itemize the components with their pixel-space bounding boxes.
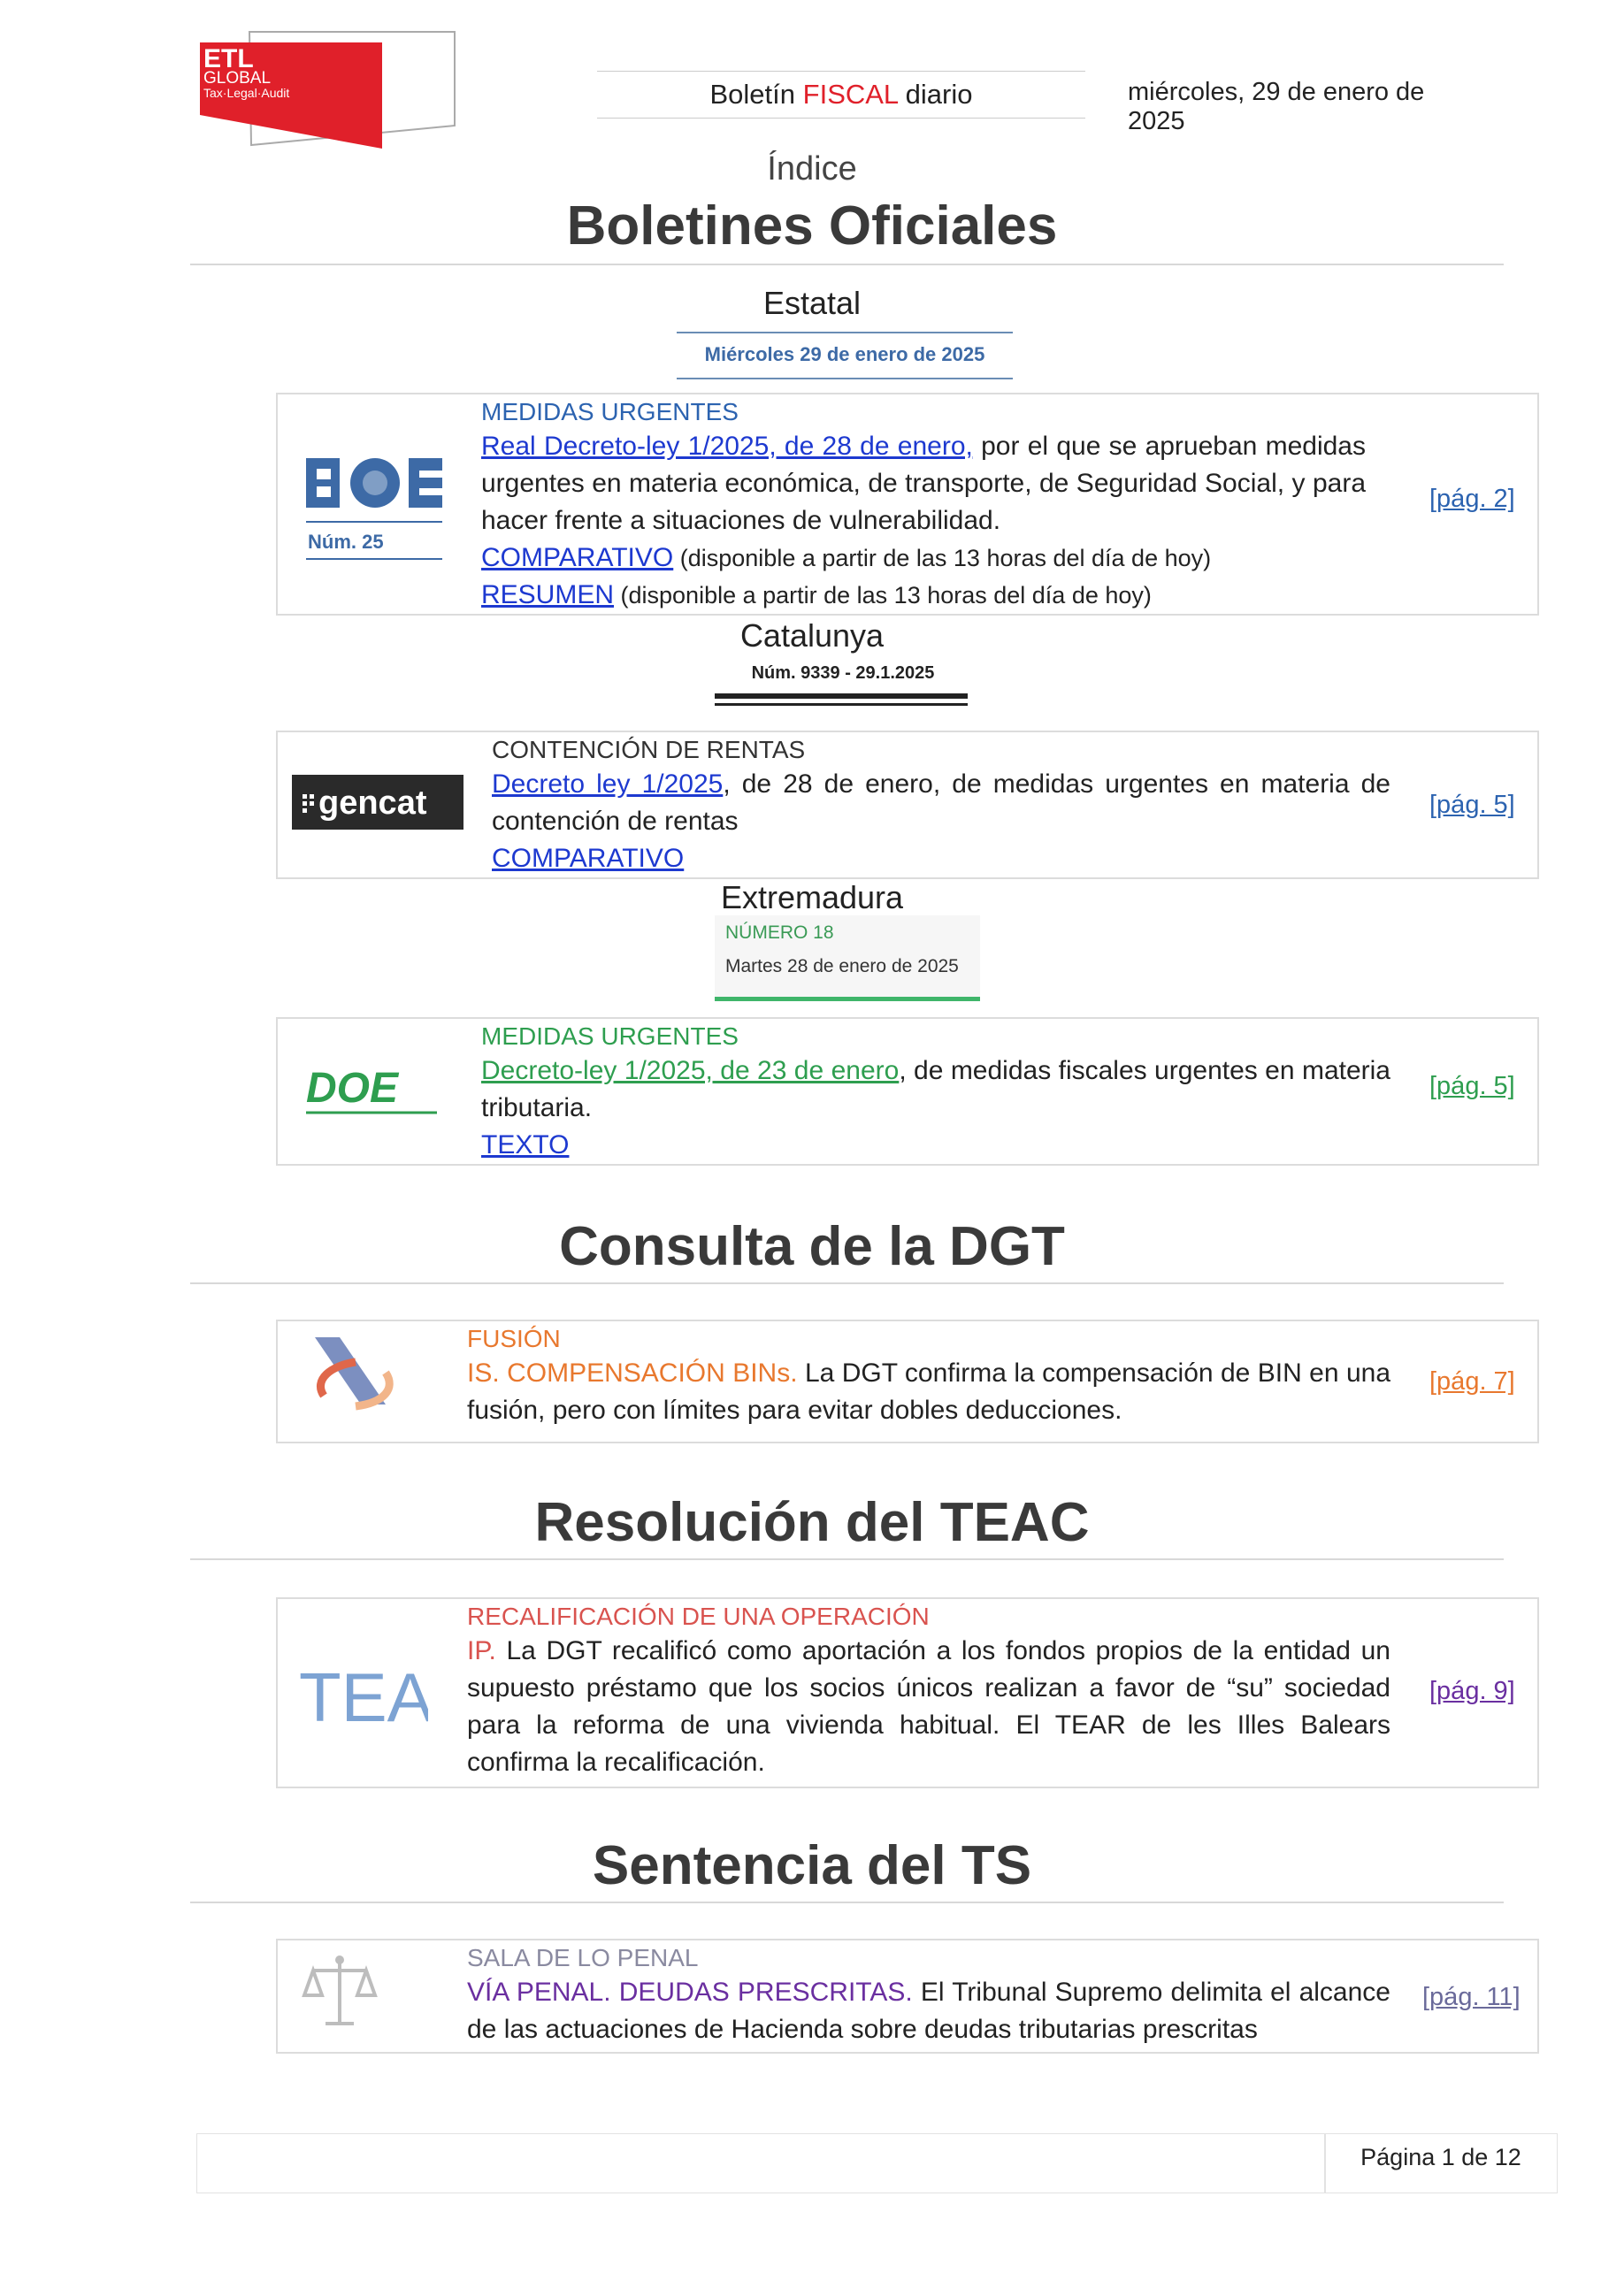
title-fiscal: FISCAL bbox=[802, 79, 899, 110]
doe-card bbox=[276, 1017, 1539, 1166]
ts-page-link[interactable]: [pág. 11] bbox=[1422, 1983, 1521, 2011]
title-pre: Boletín bbox=[709, 79, 796, 110]
badge-bar-thin bbox=[715, 703, 968, 706]
dogc-page-link[interactable]: [pág. 5] bbox=[1429, 791, 1515, 819]
teac-text: La DGT recalificó como aportación a los fondos propios de la entidad un supuesto préstamo que los socios únicos realizan a favor de “su” sociedad para la reforma de una vivienda habitual. El TEAR de les Illes Balears confirma la recalificación. bbox=[467, 1636, 1390, 1777]
dogc-summary bbox=[492, 766, 1390, 840]
section-dgt-title: Consulta de la DGT bbox=[559, 1216, 1065, 1277]
boe-page-link[interactable]: [pág. 2] bbox=[1429, 485, 1515, 513]
doe-wordmark: DOE bbox=[306, 1065, 399, 1112]
doe-text: , de medidas fiscales urgentes en materia tributaria. bbox=[481, 1056, 1390, 1122]
section-boletines-title: Boletines Oficiales bbox=[566, 195, 1058, 256]
etl-global-logo bbox=[196, 28, 462, 152]
badge-bar bbox=[715, 693, 968, 699]
dgt-category: FUSIÓN bbox=[467, 1325, 561, 1352]
doe-decree-link[interactable]: Decreto-ley 1/2025, de 23 de enero bbox=[481, 1056, 900, 1085]
doe-category: MEDIDAS URGENTES bbox=[481, 1022, 739, 1050]
scales-of-justice-icon bbox=[295, 1948, 384, 2036]
ts-summary bbox=[467, 1974, 1390, 2048]
dogc-text: , de 28 de enero, de medidas urgentes en materia de contención de rentas bbox=[492, 769, 1390, 836]
teac-lead: IP. bbox=[467, 1636, 496, 1665]
gencat-logo bbox=[292, 775, 463, 830]
divider bbox=[190, 264, 1504, 265]
doe-number-badge bbox=[715, 915, 980, 1001]
doe-texto-link[interactable]: TEXTO bbox=[481, 1130, 570, 1159]
catalunya-heading: Catalunya bbox=[739, 617, 885, 654]
boe-logo bbox=[304, 449, 446, 573]
teac-summary bbox=[467, 1633, 1390, 1781]
dogc-number-badge: Núm. 9339 - 29.1.2025 bbox=[751, 663, 935, 683]
doe-summary bbox=[481, 1052, 1390, 1127]
divider bbox=[190, 1902, 1504, 1903]
issue-date: miércoles, 29 de enero de 2025 bbox=[1128, 78, 1425, 135]
boe-comparativo-link[interactable]: COMPARATIVO bbox=[481, 543, 674, 572]
dogc-decree-link[interactable]: Decreto ley 1/2025 bbox=[492, 769, 724, 799]
boe-text: por el que se aprueban medidas urgentes en materia económica, de transporte, de Seguridad Social, y para hacer frente a situaciones de vulnerabilidad. bbox=[481, 432, 1366, 535]
extremadura-heading: Extremadura bbox=[720, 879, 904, 915]
dogc-card bbox=[276, 731, 1539, 879]
newsletter-title bbox=[597, 71, 1085, 119]
doe-number: NÚMERO 18 bbox=[725, 922, 834, 943]
index-heading: Índice bbox=[767, 150, 857, 188]
aeat-logo bbox=[304, 1327, 410, 1415]
teac-page-link[interactable]: [pág. 9] bbox=[1429, 1677, 1515, 1705]
section-ts-title: Sentencia del TS bbox=[592, 1835, 1032, 1896]
divider bbox=[190, 1282, 1504, 1284]
title-post: diario bbox=[905, 79, 973, 110]
logo-brand: ETL bbox=[203, 44, 254, 73]
dgt-card bbox=[276, 1320, 1539, 1443]
doe-logo bbox=[304, 1065, 446, 1118]
logo-name: GLOBAL bbox=[203, 69, 272, 88]
tea-logo bbox=[295, 1656, 428, 1735]
divider bbox=[190, 1558, 1504, 1560]
logo-tag: Tax·Legal·Audit bbox=[203, 86, 290, 100]
teac-category: RECALIFICACIÓN DE UNA OPERACIÓN bbox=[467, 1603, 930, 1630]
boe-num: Núm. 25 bbox=[308, 531, 384, 553]
doe-date: Martes 28 de enero de 2025 bbox=[725, 956, 959, 976]
boe-note-2: (disponible a partir de las 13 horas del día de hoy) bbox=[614, 582, 1152, 608]
gencat-wordmark: gencat bbox=[318, 784, 427, 822]
boe-category: MEDIDAS URGENTES bbox=[481, 398, 739, 425]
ts-category: SALA DE LO PENAL bbox=[467, 1944, 699, 1971]
ts-text: El Tribunal Supremo delimita el alcance de las actuaciones de Hacienda sobre deudas tributarias prescritas bbox=[467, 1978, 1390, 2044]
teac-card bbox=[276, 1597, 1539, 1788]
ts-lead: VÍA PENAL. DEUDAS PRESCRITAS. bbox=[467, 1978, 913, 2007]
dgt-page-link[interactable]: [pág. 7] bbox=[1429, 1367, 1515, 1396]
boe-note-1: (disponible a partir de las 13 horas del día de hoy) bbox=[673, 545, 1212, 571]
section-teac-title: Resolución del TEAC bbox=[534, 1492, 1090, 1553]
dogc-comparativo-link[interactable]: COMPARATIVO bbox=[492, 844, 685, 873]
dgt-summary bbox=[467, 1355, 1390, 1429]
ts-card bbox=[276, 1939, 1539, 2054]
tea-wordmark: TEA bbox=[299, 1658, 428, 1735]
doe-page-link[interactable]: [pág. 5] bbox=[1429, 1072, 1515, 1100]
boe-date-badge: Miércoles 29 de enero de 2025 bbox=[677, 332, 1013, 379]
page-number: Página 1 de 12 bbox=[1324, 2133, 1558, 2193]
dgt-lead: IS. COMPENSACIÓN BINs. bbox=[467, 1358, 798, 1388]
estatal-heading: Estatal bbox=[762, 285, 862, 321]
dgt-text: La DGT confirma la compensación de BIN en una fusión, pero con límites para evitar dobles deducciones. bbox=[467, 1358, 1390, 1425]
boe-summary bbox=[481, 428, 1366, 540]
footer-left-box bbox=[196, 2133, 1326, 2193]
boe-card bbox=[276, 393, 1539, 616]
boe-decree-link[interactable]: Real Decreto-ley 1/2025, de 28 de enero, bbox=[481, 432, 973, 461]
boe-resumen-link[interactable]: RESUMEN bbox=[481, 580, 615, 609]
dogc-category: CONTENCIÓN DE RENTAS bbox=[492, 736, 806, 763]
